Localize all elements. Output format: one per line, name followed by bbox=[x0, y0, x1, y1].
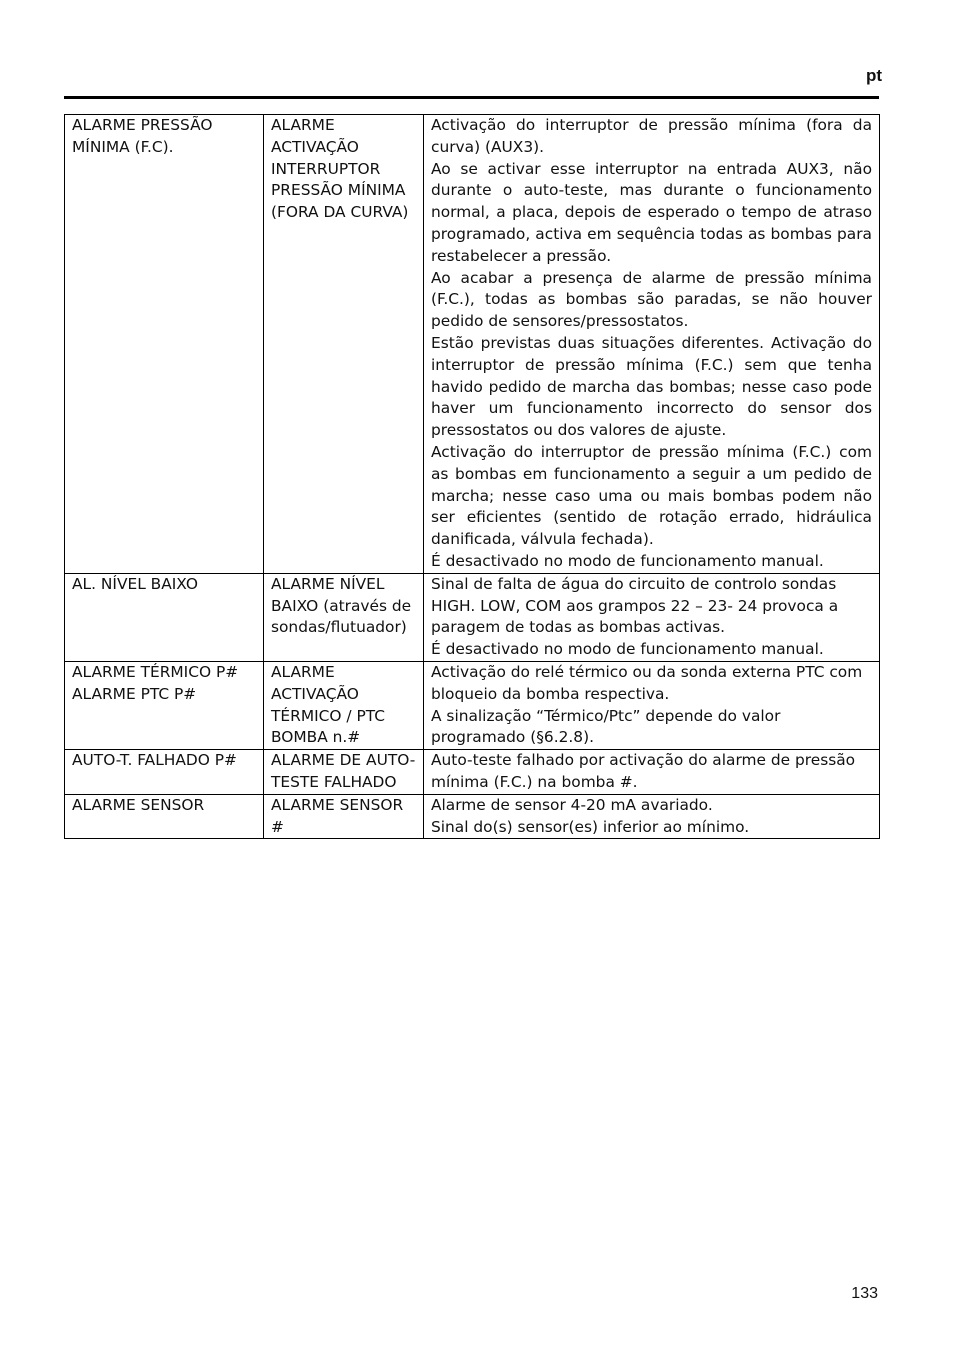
alarm-display-cell: ALARME TÉRMICO P# ALARME PTC P# bbox=[65, 661, 264, 749]
alarm-description-cell bbox=[424, 794, 880, 839]
table-row bbox=[65, 661, 880, 749]
description-paragraph: Ao acabar a presença de alarme de pressão mínima (F.C.), todas as bombas são paradas, se não houver pedido de sensores/pressostatos. bbox=[431, 268, 872, 331]
description-paragraph: Sinal do(s) sensor(es) inferior ao mínimo. bbox=[431, 817, 750, 836]
alarm-name-cell: ALARME NÍVEL BAIXO (através de sondas/flutuador) bbox=[264, 573, 424, 661]
description-paragraph: Ao se activar esse interruptor na entrada AUX3, não durante o auto-teste, mas durante o funcionamento normal, a placa, depois de esperado o tempo de atraso programado, activa em sequência todas as bombas para restabelecer a pressão. bbox=[431, 159, 872, 265]
description-paragraph: É desactivado no modo de funcionamento manual. bbox=[431, 551, 824, 570]
description-paragraph: Activação do interruptor de pressão mínima (F.C.) com as bombas em funcionamento a seguir a um pedido de marcha; nesse caso uma ou mais bombas podem não ser eficientes (sentido de rotação errado, hidráulica danificada, válvula fechada). bbox=[431, 442, 872, 549]
description-paragraph: Activação do relé térmico ou da sonda externa PTC com bloqueio da bomba respectiva. bbox=[431, 662, 863, 703]
description-paragraph: A sinalização “Térmico/Ptc” depende do valor programado (§6.2.8). bbox=[431, 706, 781, 747]
alarm-description-cell bbox=[424, 573, 880, 661]
alarm-display-cell: AL. NÍVEL BAIXO bbox=[65, 573, 264, 661]
description-paragraph: Auto-teste falhado por activação do alarme de pressão mínima (F.C.) na bomba #. bbox=[431, 751, 856, 791]
alarm-name-cell: ALARME SENSOR # bbox=[264, 794, 424, 839]
table-row bbox=[65, 573, 880, 661]
description-paragraph: Estão previstas duas situações diferentes. Activação do interruptor de pressão mínima (F.C.) sem que tenha havido pedido de marcha das bombas; nesse caso pode haver um funcionamento incorrecto do sensor dos pressostatos ou dos valores de ajuste. bbox=[431, 333, 872, 440]
alarm-description-cell bbox=[424, 750, 880, 795]
alarm-description-cell bbox=[424, 661, 880, 749]
language-tag: pt bbox=[865, 66, 882, 85]
table-row bbox=[65, 115, 880, 574]
alarm-name-cell: ALARME ACTIVAÇÃO TÉRMICO / PTC BOMBA n.# bbox=[264, 661, 424, 749]
alarm-display-cell: ALARME SENSOR bbox=[65, 794, 264, 839]
alarm-description-cell bbox=[424, 115, 880, 574]
description-paragraph: Sinal de falta de água do circuito de controlo sondas HIGH. LOW, COM aos grampos 22 – 23- 24 provoca a paragem de todas as bombas activas. bbox=[431, 574, 839, 637]
alarm-name-cell: ALARME ACTIVAÇÃO INTERRUPTOR PRESSÃO MÍNIMA (FORA DA CURVA) bbox=[264, 115, 424, 574]
table-row bbox=[65, 750, 880, 795]
description-paragraph: Alarme de sensor 4-20 mA avariado. bbox=[431, 795, 713, 814]
alarm-name-cell: ALARME DE AUTO-TESTE FALHADO bbox=[264, 750, 424, 795]
description-paragraph: Activação do interruptor de pressão mínima (fora da curva) (AUX3). bbox=[431, 116, 872, 156]
alarm-table bbox=[64, 114, 880, 839]
page-number: 133 bbox=[851, 1285, 878, 1302]
alarm-display-cell: ALARME PRESSÃO MÍNIMA (F.C). bbox=[65, 115, 264, 574]
header-rule bbox=[64, 96, 879, 99]
table-row bbox=[65, 794, 880, 839]
description-paragraph: É desactivado no modo de funcionamento manual. bbox=[431, 640, 824, 659]
alarm-display-cell: AUTO-T. FALHADO P# bbox=[65, 750, 264, 795]
